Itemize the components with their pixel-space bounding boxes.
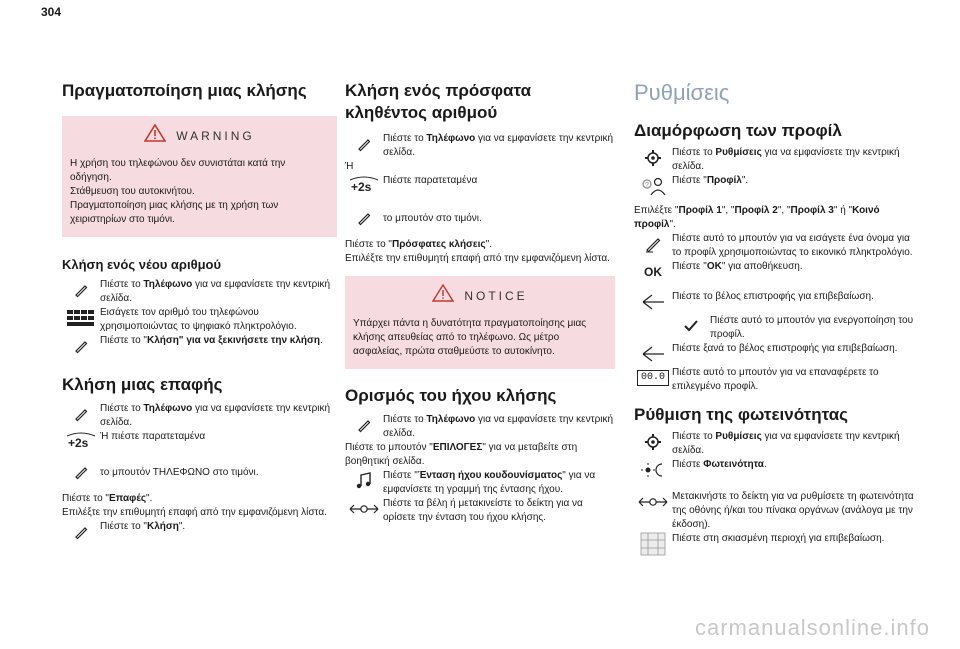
svg-text:+2s: +2s (68, 436, 89, 450)
section-title-call-contact: Κλήση μιας επαφής (62, 375, 223, 394)
step-text: Μετακινήστε το δείκτη για να ρυθμίσετε τη φωτεινότητα της οθόνης ή/και του πίνακα οργάνων (ανάλογα με την έκδοση). (672, 491, 914, 530)
notice-label: NOTICE (464, 288, 528, 303)
notice-text: Υπάρχει πάντα η δυνατότητα πραγματοποίησης μιας κλήσης απευθείας από το τηλέφωνο. Ως μέτρο ασφαλείας, πρώτα σταθμεύστε το αυτοκίνητο. (353, 318, 587, 357)
step-text: Πιέστε παρατεταμένα (383, 175, 478, 186)
step-text: Εισάγετε τον αριθμό του τηλεφώνου χρησιμοποιώντας το ψηφιακό πληκτρολόγιο. (100, 307, 297, 332)
warning-line: Η χρήση του τηλεφώνου δεν συνιστάται κατά την οδήγηση. (70, 158, 286, 183)
slider-arrows-icon (345, 497, 383, 521)
warning-icon (144, 124, 166, 147)
heading-new-number: Κλήση ενός νέου αριθμού (62, 257, 222, 272)
watermark: carmanualsonline.info (694, 615, 930, 640)
step-text: Πιέστε ξανά το βέλος επιστροφής για επιβεβαίωση. (672, 343, 898, 354)
slider-arrows-icon (634, 490, 672, 514)
step-text: Πιέστε στη σκιασμένη περιοχή για επιβεβαίωση. (672, 533, 885, 544)
gear-icon (634, 430, 672, 454)
step-text: το μπουτόν στο τιμόνι. (383, 213, 482, 224)
keypad-icon (62, 306, 100, 330)
big-title-settings: Ρυθμίσεις (634, 80, 730, 105)
page-number: 304 (41, 5, 62, 19)
gear-icon (634, 146, 672, 170)
step-text: το μπουτόν ΤΗΛΕΦΩΝΟ στο τιμόνι. (100, 467, 259, 478)
svg-text:+2s: +2s (351, 180, 372, 194)
back-arrow-icon (634, 342, 672, 366)
or-text: Ή (345, 161, 354, 172)
step-text: Επιλέξτε την επιθυμητή επαφή από την εμφανιζόμενη λίστα. (62, 507, 327, 518)
step-text: Πιέστε αυτό το μπουτόν για να εισάγετε ένα όνομα για το προφίλ χρησιμοποιώντας το εικονικό πληκτρολόγιο. (672, 233, 913, 258)
pen-icon (345, 132, 383, 156)
pen-icon (62, 520, 100, 544)
checkmark-icon (672, 314, 710, 338)
column-2: Κλήση ενός πρόσφατα κληθέντος αριθμού Πιέστε το Τηλέφωνο για να εμφανίσετε την κεντρική σελίδα. Ή +2s Πιέστε παρατεταμένα το μπουτόν στο τιμόνι. Πιέστε το "Πρόσφατες κλήσεις". Επιλέξτε την επιθυμητή επαφή από την εμφανιζόμενη λίστα. NOTICE Υπάρχει πάντα η δυνατότητα πραγματοποίησης μιας κλήσης απευθείας από το τηλέφωνο. Ως μέτρο ασφαλείας, πρώτα σταθμεύστε το αυτοκίνητο. Ορισμός του ήχου κλήσης Πιέστε το Τηλέφωνο για να εμφανίσετε την κεντρική σελίδα. Πιέστε το μπουτόν "ΕΠΙΛΟΓΕΣ" για να μεταβείτε στη βοηθητική σελίδα. Πιέστε "Ένταση ήχου κουδουνίσματος" για να εμφανίσετε τη γραμμή της έντασης ήχου. Πιέστε τα βέλη ή μετακινείστε το δείκτη για να ορίσετε την ένταση του ήχου κλήσης. (345, 81, 614, 523)
profile-icon (634, 174, 672, 198)
edit-icon (634, 232, 672, 256)
step-text: Πιέστε αυτό το μπουτόν για να επαναφέρετε το επιλεγμένο προφίλ. (672, 367, 879, 392)
long-press-icon (345, 174, 383, 198)
step-text: Πιέστε το βέλος επιστροφής για επιβεβαίωση. (672, 291, 874, 302)
section-title-profiles: Διαμόρφωση των προφίλ (634, 121, 842, 140)
notice-box (345, 276, 615, 369)
warning-line: Στάθμευση του αυτοκινήτου. (70, 186, 195, 197)
step-text: Πιέστε αυτό το μπουτόν για ενεργοποίηση του προφίλ. (710, 315, 914, 340)
section-title-make-call: Πραγματοποίηση μιας κλήσης (62, 81, 307, 100)
pen-icon (345, 413, 383, 437)
column-1: Πραγματοποίηση μιας κλήσης WARNING Η χρήση του τηλεφώνου δεν συνιστάται κατά την οδήγηση. Στάθμευση του αυτοκινήτου. Πραγματοποίηση μιας κλήσης με τη χρήση των χειριστηρίων στο τιμόνι. Κλήση ενός νέου αριθμού Πιέστε το Τηλέφωνο για να εμφανίσετε την κεντρική σελίδα. Εισάγετε τον αριθμό του τηλεφώνου χρησιμοποιώντας το ψηφιακό πληκτρολόγιο. Πιέστε το "Κλήση" για να ξεκινήσετε την κλήση. Κλήση μιας επαφής Πιέστε το Τηλέφωνο για να εμφανίσετε την κεντρική σελίδα. +2s Ή πιέστε παρατεταμένα το μπουτόν ΤΗΛΕΦΩΝΟ στο τιμόνι. Πιέστε το "Επαφές". Επιλέξτε την επιθυμητή επαφή από την εμφανιζόμενη λίστα. Πιέστε το "Κλήση". (62, 80, 337, 544)
notice-icon (432, 284, 454, 307)
shaded-area-icon (634, 532, 672, 556)
pen-icon (62, 334, 100, 358)
step-text: Ή πιέστε παρατεταμένα (100, 431, 206, 442)
warning-label: WARNING (176, 128, 255, 143)
ok-icon: OK (644, 265, 662, 279)
column-3: Ρυθμίσεις Διαμόρφωση των προφίλ Πιέστε το Ρυθμίσεις για να εμφανίσετε την κεντρική σελίδα. ? Πιέστε "Προφίλ". Επιλέξτε "Προφίλ 1", "Προφίλ 2", "Προφίλ 3" ή "Κοινό προφίλ". Πιέστε αυτό το μπουτόν για να εισάγετε ένα όνομα για το προφίλ χρησιμοποιώντας το εικονικό πληκτρολόγιο. OK Πιέστε "OK" για αποθήκευση. Πιέστε το βέλος επιστροφής για επιβεβαίωση. Πιέστε αυτό το μπουτόν για ενεργοποίηση του προφίλ. Πιέστε ξανά το βέλος επιστροφής για επιβεβαίωση. 00.0 Πιέστε αυτό το μπουτόν για να επαναφέρετε το επιλεγμένο προφίλ. Ρύθμιση της φωτεινότητας Πιέστε το Ρυθμίσεις για να εμφανίσετε την κεντρική σελίδα. Πιέστε Φωτεινότητα. Μετακινήστε το δείκτη για να ρυθμίσετε τη φωτεινότητα της οθόνης ή/και του πίνακα οργάνων (ανάλογα με την έκδοση). Πιέστε στη σκιασμένη περιοχή για επιβεβαίωση. (634, 80, 914, 556)
reset-icon: 00.0 (634, 366, 672, 390)
back-arrow-icon (634, 290, 672, 314)
pen-icon (345, 206, 383, 230)
music-note-icon (345, 469, 383, 493)
pen-icon (62, 460, 100, 484)
section-title-recent-call: Κλήση ενός πρόσφατα κληθέντος αριθμού (345, 81, 532, 122)
long-press-icon (62, 430, 100, 454)
pen-icon (62, 278, 100, 302)
step-text: Επιλέξτε την επιθυμητή επαφή από την εμφανιζόμενη λίστα. (345, 253, 610, 264)
brightness-icon (634, 458, 672, 482)
svg-text:?: ? (645, 182, 649, 189)
section-title-brightness: Ρύθμιση της φωτεινότητας (634, 405, 848, 424)
section-title-ringtone: Ορισμός του ήχου κλήσης (345, 386, 557, 405)
warning-box (62, 116, 337, 237)
warning-line: Πραγματοποίηση μιας κλήσης με τη χρήση των χειριστηρίων στο τιμόνι. (70, 200, 279, 225)
pen-icon (62, 402, 100, 426)
step-text: Πιέστε τα βέλη ή μετακινείστε το δείκτη για να ορίσετε την ένταση του ήχου κλήσης. (383, 498, 583, 523)
